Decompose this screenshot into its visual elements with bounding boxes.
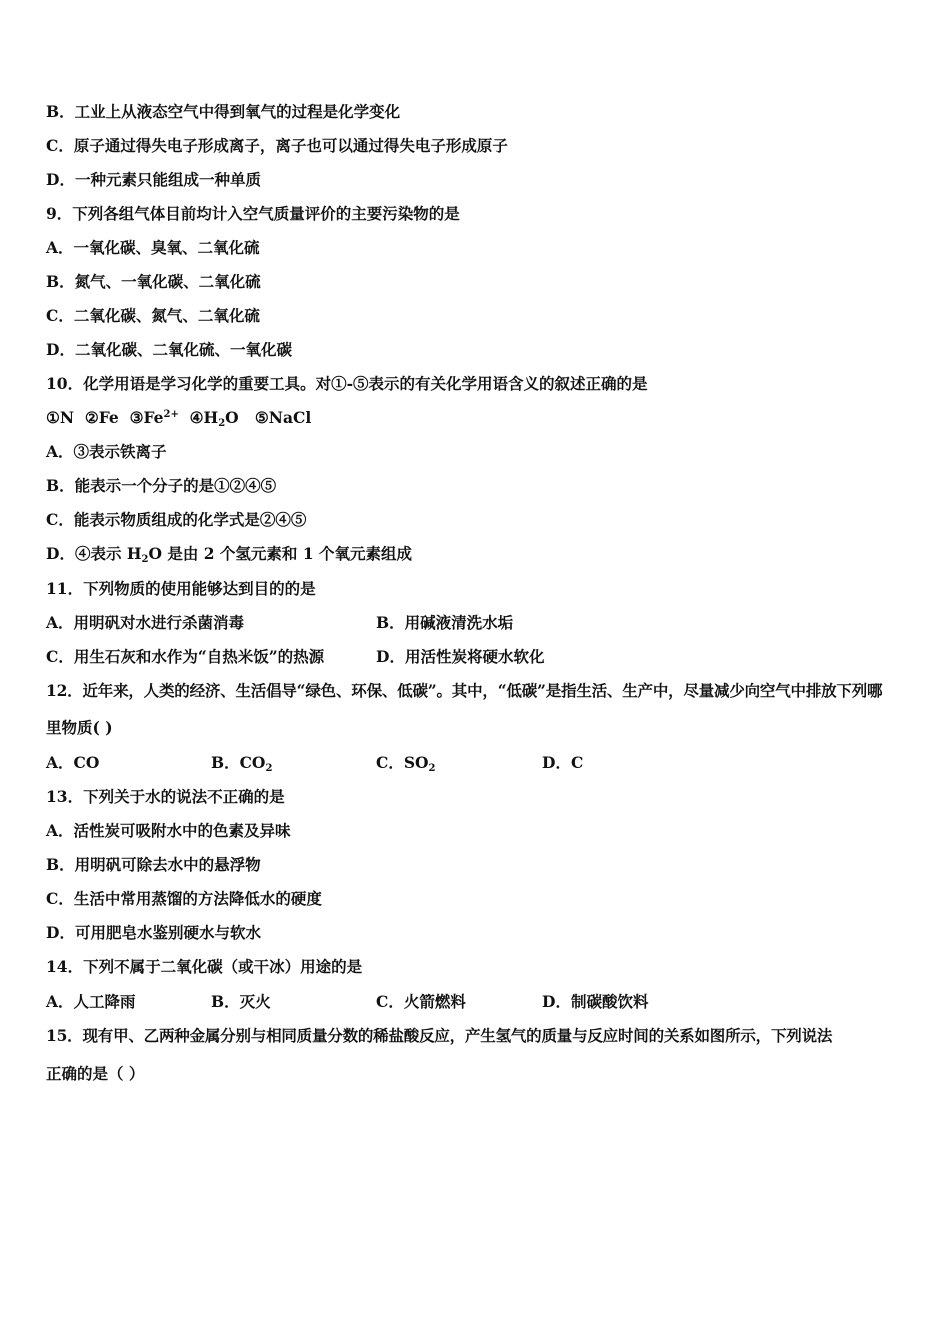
- q14-stem: 14．下列不属于二氧化碳（或干冰）用途的是: [46, 957, 363, 976]
- q11-option-d: D．用活性炭将硬水软化: [376, 647, 545, 666]
- q10-option-a: A．③表示铁离子: [46, 442, 167, 461]
- q12-option-b-text: B．CO: [211, 753, 266, 772]
- q11-option-c: C．用生石灰和水作为“自热米饭”的热源: [46, 647, 325, 666]
- q11-stem: 11．下列物质的使用能够达到目的的是: [46, 579, 316, 598]
- q12-option-b: [211, 752, 272, 774]
- q14-option-b: B．灭火: [211, 992, 271, 1011]
- q8-option-c: C．原子通过得失电子形成离子，离子也可以通过得失电子形成原子: [46, 136, 508, 155]
- q12-option-c-text: C．SO: [376, 753, 429, 772]
- q10-symbol-2: ②Fe: [84, 408, 119, 427]
- q11-option-a: A．用明矾对水进行杀菌消毒: [46, 613, 245, 632]
- q13-option-c: C．生活中常用蒸馏的方法降低水的硬度: [46, 889, 322, 908]
- q14-option-c: C．火箭燃料: [376, 992, 466, 1011]
- q13-option-a: A．活性炭可吸附水中的色素及异味: [46, 821, 291, 840]
- q10-symbol-4: [190, 408, 239, 427]
- q8-option-b: B．工业上从液态空气中得到氧气的过程是化学变化: [46, 102, 401, 121]
- q12-option-c: [376, 752, 436, 774]
- q10-symbols: [46, 407, 311, 429]
- q10-option-d-sub: 2: [141, 554, 149, 565]
- q15-stem-line1: 15．现有甲、乙两种金属分别与相同质量分数的稀盐酸反应，产生氢气的质量与反应时间的关系如图所示，下列说法: [46, 1026, 833, 1045]
- q9-option-a: A．一氧化碳、臭氧、二氧化硫: [46, 238, 260, 257]
- q10-symbol-5: ⑤NaCl: [254, 408, 312, 427]
- q10-symbol-4-b: O: [225, 408, 239, 427]
- q10-option-d-a: D．④表示 H: [46, 544, 142, 563]
- q9-option-b: B．氮气、一氧化碳、二氧化硫: [46, 272, 261, 291]
- q15-stem-line2: 正确的是（ ）: [46, 1064, 145, 1083]
- q10-symbol-3: [130, 408, 179, 427]
- q13-option-d: D．可用肥皂水鉴别硬水与软水: [46, 923, 261, 942]
- q9-option-c: C．二氧化碳、氮气、二氧化硫: [46, 306, 260, 325]
- q9-option-d: D．二氧化碳、二氧化硫、一氧化碳: [46, 340, 292, 359]
- q10-stem: 10．化学用语是学习化学的重要工具。对①-⑤表示的有关化学用语含义的叙述正确的是: [46, 374, 648, 393]
- q10-symbol-1: ①N: [46, 408, 75, 427]
- q10-symbol-3-base: ③Fe: [129, 408, 164, 427]
- q13-stem: 13．下列关于水的说法不正确的是: [46, 787, 285, 806]
- q10-option-c: C．能表示物质组成的化学式是②④⑤: [46, 510, 307, 529]
- q8-option-d: D．一种元素只能组成一种单质: [46, 170, 261, 189]
- q10-symbol-4-a: ④H: [189, 408, 219, 427]
- q12-stem-line2: 里物质( ): [46, 718, 113, 737]
- q12-option-a: A．CO: [46, 753, 100, 772]
- q10-option-d: [46, 543, 412, 565]
- q11-option-b: B．用碱液清洗水垢: [376, 613, 514, 632]
- q12-option-d: D．C: [542, 753, 584, 772]
- q12-option-b-sub: 2: [265, 763, 273, 774]
- q10-symbol-4-sub: 2: [218, 418, 226, 429]
- q9-stem: 9．下列各组气体目前均计入空气质量评价的主要污染物的是: [46, 204, 460, 223]
- q10-option-b: B．能表示一个分子的是①②④⑤: [46, 476, 277, 495]
- q10-option-d-b: O 是由 2 个氢元素和 1 个氧元素组成: [148, 544, 413, 563]
- q10-symbol-3-charge: 2+: [163, 409, 179, 420]
- q14-option-d: D．制碳酸饮料: [542, 992, 649, 1011]
- q12-stem-line1: 12．近年来，人类的经济、生活倡导“绿色、环保、低碳”。其中，“低碳”是指生活、生产中，尽量减少向空气中排放下列哪: [46, 681, 883, 700]
- q13-option-b: B．用明矾可除去水中的悬浮物: [46, 855, 261, 874]
- q14-option-a: A．人工降雨: [46, 992, 136, 1011]
- q12-option-c-sub: 2: [428, 763, 436, 774]
